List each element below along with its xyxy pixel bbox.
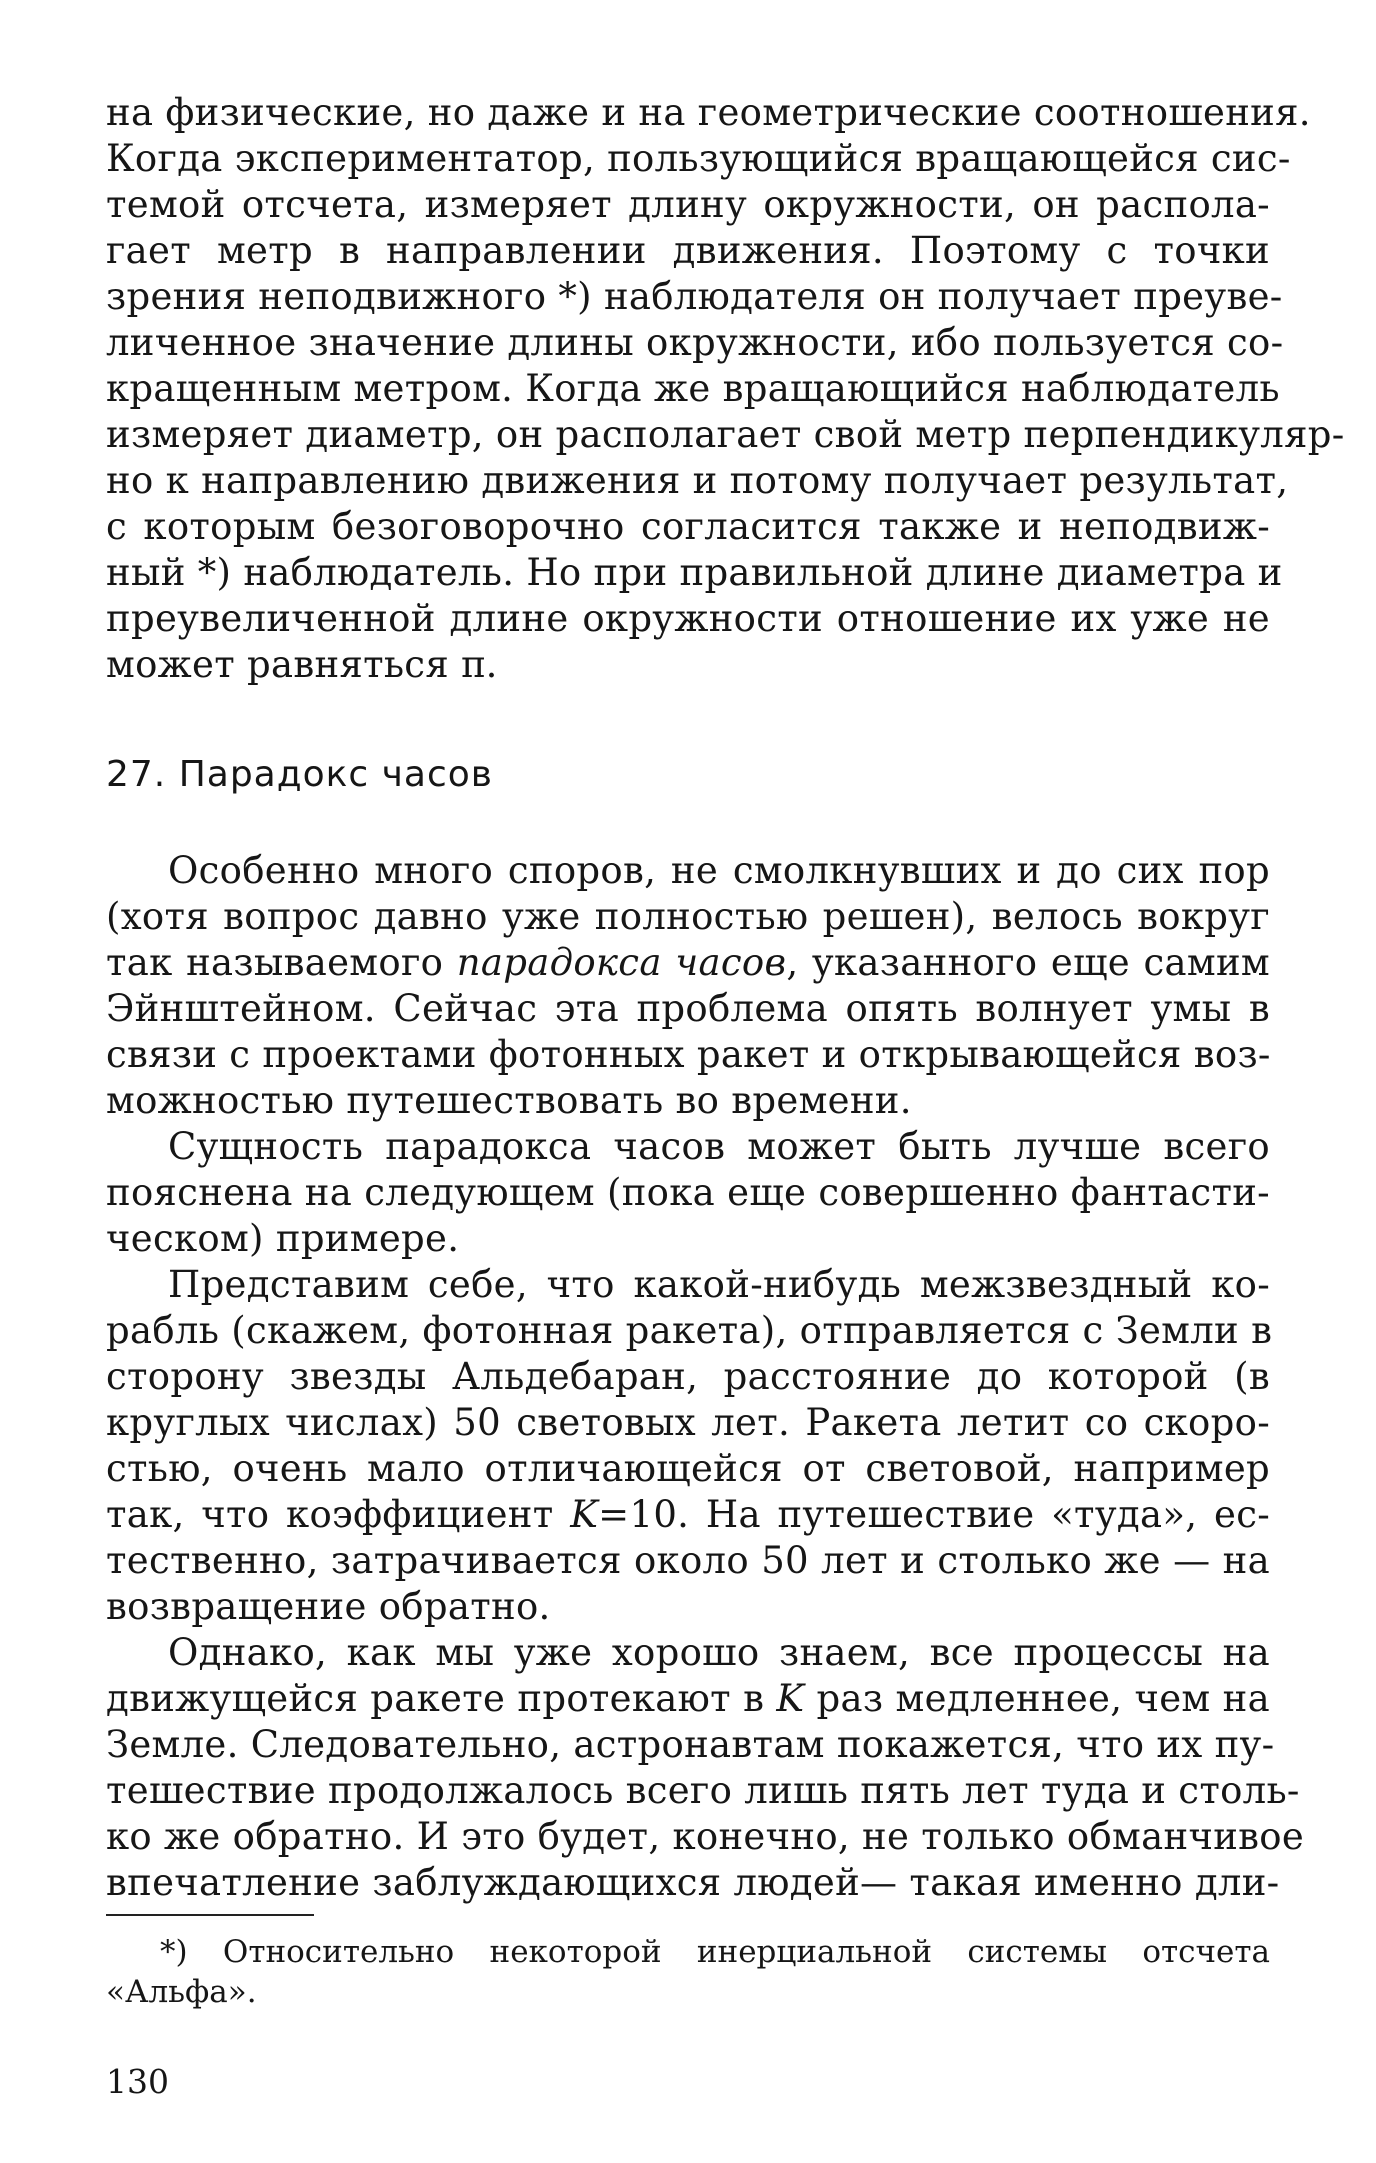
text-line: тешествие продолжалось всего лишь пять лет туда и столь- <box>106 1769 1300 1812</box>
text-line: Особенно много споров, не смолкнувших и до сих пор <box>168 849 1270 892</box>
text-line: Сущность парадокса часов может быть лучше всего <box>168 1125 1270 1168</box>
paragraph-rocket-example <box>106 1262 1273 1630</box>
page-number: 130 <box>106 2062 169 2101</box>
text-line: рабль (скажем, фотонная ракета), отправляется с Земли в <box>106 1309 1273 1352</box>
text-line-with-italic <box>106 1492 1270 1538</box>
text-line-with-italic <box>106 1676 1270 1722</box>
text-fragment: =10. На путешествие «туда», ес- <box>598 1493 1271 1536</box>
text-line: преувеличенной длине окружности отношение их уже не <box>106 597 1270 640</box>
text-line: пояснена на следующем (пока еще совершенно фантасти- <box>106 1171 1270 1214</box>
text-line: сторону звезды Альдебаран, расстояние до которой (в <box>106 1355 1270 1398</box>
text-fragment: раз медленнее, чем на <box>804 1677 1270 1720</box>
text-line: тественно, затрачивается около 50 лет и столько же — на <box>106 1539 1270 1582</box>
footnote-line: *) Относительно некоторой инерциальной системы отсчета <box>160 1934 1270 1970</box>
text-line: связи с проектами фотонных ракет и открывающейся воз- <box>106 1033 1271 1076</box>
text-line: возвращение обратно. <box>106 1585 551 1628</box>
text-line: гает метр в направлении движения. Поэтому с точки <box>106 229 1270 272</box>
text-line: Эйнштейном. Сейчас эта проблема опять волнует умы в <box>106 987 1270 1030</box>
italic-symbol: K <box>776 1677 805 1720</box>
text-fragment: движущейся ракете протекают в <box>106 1677 777 1720</box>
footnote-divider <box>106 1914 314 1916</box>
top-paragraph <box>106 90 1345 688</box>
text-line: зрения неподвижного *) наблюдателя он получает преуве- <box>106 275 1283 318</box>
text-line: ный *) наблюдатель. Но при правильной длине диаметра и <box>106 551 1283 594</box>
text-line: ческом) примере. <box>106 1217 460 1260</box>
footnote-line: «Альфа». <box>106 1974 257 2010</box>
text-line: темой отсчета, измеряет длину окружности, он распола- <box>106 183 1270 226</box>
text-line: с которым безоговорочно согласится также и неподвиж- <box>106 505 1270 548</box>
text-line: кращенным метром. Когда же вращающийся наблюдатель <box>106 367 1280 410</box>
text-fragment: , указанного еще самим <box>786 941 1271 984</box>
text-line: Однако, как мы уже хорошо знаем, все процессы на <box>168 1631 1270 1674</box>
text-line: Представим себе, что какой-нибудь межзвездный ко- <box>168 1263 1270 1306</box>
text-line: можностью путешествовать во времени. <box>106 1079 912 1122</box>
paragraph-time-dilation <box>106 1630 1305 1906</box>
section-heading: 27. Парадокс часов <box>106 754 493 795</box>
text-line-with-italic <box>106 940 1270 986</box>
text-line: личенное значение длины окружности, ибо пользуется со- <box>106 321 1284 364</box>
text-line: на физические, но даже и на геометрические соотношения. <box>106 91 1311 134</box>
text-line: может равняться π. <box>106 643 498 686</box>
footnote <box>106 1932 1270 2012</box>
text-line: Когда экспериментатор, пользующийся вращающейся сис- <box>106 137 1291 180</box>
text-line: измеряет диаметр, он располагает свой метр перпендикуляр- <box>106 413 1345 456</box>
text-line: ко же обратно. И это будет, конечно, не только обманчивое <box>106 1815 1305 1858</box>
text-line: Земле. Следовательно, астронавтам покажется, что их пу- <box>106 1723 1275 1766</box>
paragraph-paradox-intro <box>106 848 1270 1124</box>
text-line: стью, очень мало отличающейся от световой, например <box>106 1447 1270 1490</box>
text-line: но к направлению движения и потому получает результат, <box>106 459 1289 502</box>
text-fragment: так, что коэффициент <box>106 1493 571 1536</box>
text-line: (хотя вопрос давно уже полностью решен), велось вокруг <box>106 895 1270 938</box>
italic-symbol: K <box>570 1493 599 1536</box>
paragraph-essence <box>106 1124 1270 1262</box>
text-fragment: так называемого <box>106 941 457 984</box>
text-line: впечатление заблуждающихся людей— такая именно дли- <box>106 1861 1280 1904</box>
text-line: круглых числах) 50 световых лет. Ракета летит со скоро- <box>106 1401 1270 1444</box>
italic-term: парадокса часов <box>456 941 787 984</box>
